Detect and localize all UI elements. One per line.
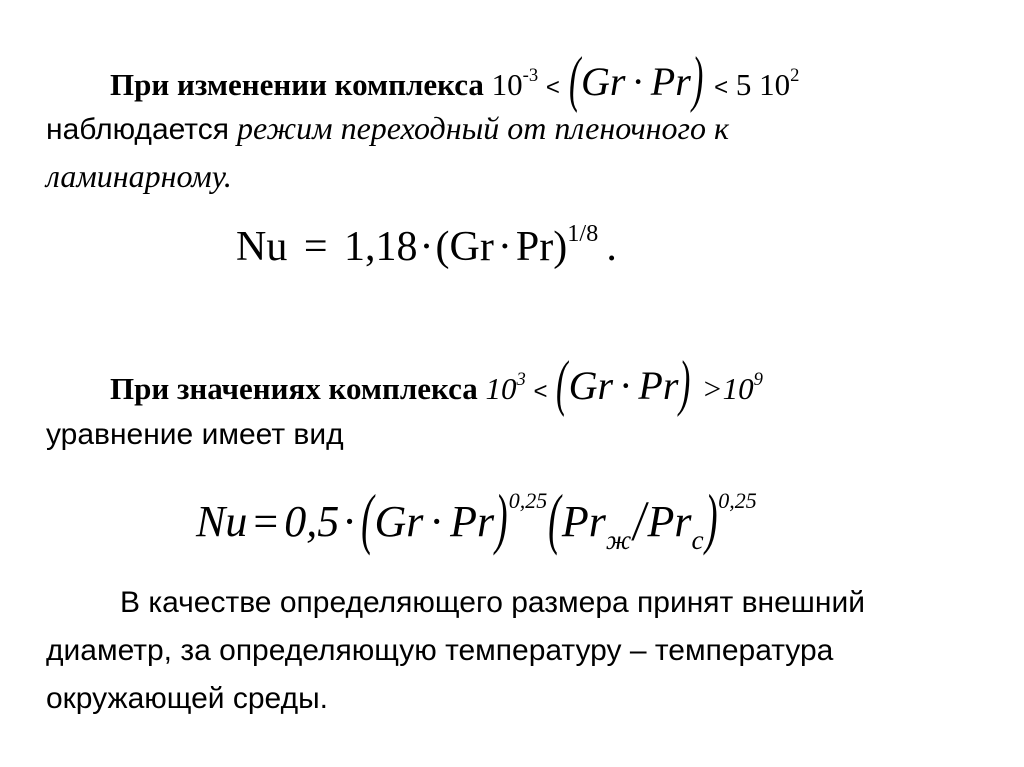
block2-lower-base: 10	[485, 371, 517, 406]
block1-upper-exp: 2	[790, 64, 800, 86]
block1-mult-dot: ·	[631, 59, 645, 104]
block2-paren-close: )	[679, 347, 691, 418]
block2-title: При значениях комплекса	[110, 371, 478, 406]
block1-line2-normal: наблюдается	[46, 113, 229, 146]
formula1-pr: Pr	[515, 224, 554, 270]
formula1-gr: Gr	[449, 224, 494, 270]
block2-paren-open: (	[556, 347, 568, 418]
formula2-nu: Nu	[196, 497, 248, 546]
block3-line1-text: В качестве определяющего размера принят внешний	[120, 586, 865, 619]
block1-less-than-2: <	[714, 74, 729, 101]
formula1-coef: 1,18	[344, 224, 418, 270]
block1-less-than-1: <	[545, 74, 560, 101]
block1-pr: Pr	[650, 59, 691, 104]
formula2-open2: (	[548, 480, 561, 557]
formula2-pr: Pr	[450, 497, 495, 546]
formula2-sub-f: ж	[605, 524, 632, 555]
formula1	[236, 220, 617, 270]
block1-gr: Gr	[581, 59, 626, 104]
formula1-close: )	[553, 224, 568, 270]
block1-line1	[110, 43, 800, 114]
block1-paren-close: )	[691, 43, 704, 114]
block2-upper-base: 10	[722, 371, 754, 406]
formula2-dot2: ·	[429, 497, 445, 546]
formula2-exp1: 0,25	[508, 488, 548, 514]
formula2-close1: )	[495, 480, 508, 557]
block1-line3	[46, 160, 232, 192]
formula2-open1: (	[360, 480, 374, 557]
formula2-pr-w: Pr	[647, 497, 692, 546]
block3-line2-text: диаметр, за определяющую температуру – температура	[46, 634, 834, 667]
block2-greater-than: >	[701, 371, 723, 406]
block1-lower-exp: -3	[522, 64, 539, 86]
formula1-exp: 1/8	[567, 220, 599, 248]
formula2-close2: )	[704, 480, 718, 557]
block2-less-than: <	[533, 378, 548, 405]
block3-line2	[46, 636, 833, 666]
block3-line1	[120, 588, 865, 618]
formula2-gr: Gr	[374, 497, 424, 546]
block1-paren-open: (	[568, 43, 581, 114]
formula2-eq: =	[253, 497, 279, 546]
block2-line2	[46, 420, 344, 450]
formula2-dot: ·	[342, 497, 357, 546]
formula2	[196, 480, 757, 557]
block2-upper-exp: 9	[753, 368, 763, 390]
block1-title: При изменении комплекса	[110, 67, 484, 102]
formula2-coef: 0,5	[284, 497, 340, 546]
block1-lower-base: 10	[491, 67, 523, 102]
block3-line3-text: окружающей среды.	[46, 682, 328, 715]
formula2-pr-f: Pr	[561, 497, 606, 546]
block1-upper-coef: 5	[735, 67, 752, 102]
formula1-dot: ·	[419, 224, 434, 270]
formula1-tail: .	[606, 224, 617, 270]
block1-line2-italic: режим переходный от пленочного к	[236, 110, 729, 146]
formula1-dot2: ·	[497, 224, 512, 270]
formula2-slash: /	[633, 489, 646, 554]
block2-gr: Gr	[568, 363, 614, 408]
formula1-nu: Nu	[236, 224, 288, 270]
block1-line2	[46, 112, 729, 145]
formula1-open: (	[435, 224, 450, 270]
block1-line3-italic: ламинарному.	[46, 158, 232, 194]
block2-line2-text: уравнение имеет вид	[46, 418, 344, 451]
formula2-exp2: 0,25	[718, 488, 757, 514]
block1-upper-base: 10	[759, 67, 791, 102]
block2-pr: Pr	[638, 363, 679, 408]
block3-line3	[46, 684, 328, 714]
block2-line1	[110, 347, 763, 418]
block2-mult-dot: ·	[619, 363, 633, 408]
formula2-sub-w: с	[691, 524, 704, 555]
block2-lower-exp: 3	[516, 368, 526, 390]
formula1-eq: =	[303, 224, 328, 270]
